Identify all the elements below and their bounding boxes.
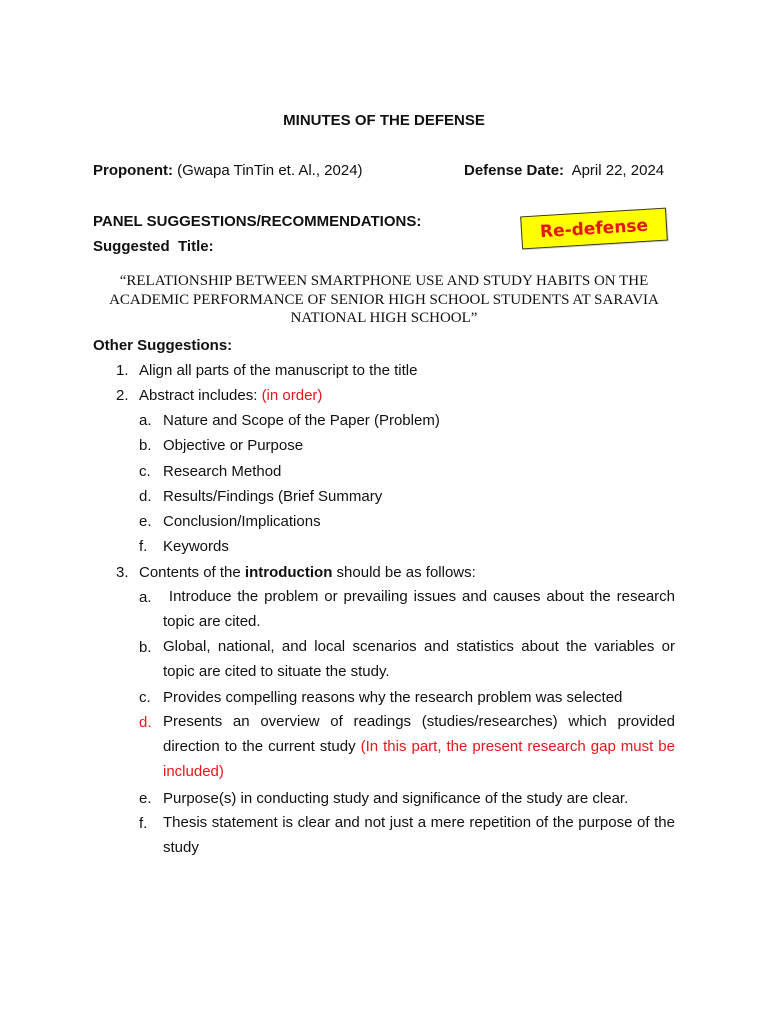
sub-item: Provides compelling reasons why the research problem was selected bbox=[163, 689, 623, 706]
intro-keyword: introduction bbox=[244, 564, 333, 581]
sub-item: Nature and Scope of the Paper (Problem) bbox=[163, 412, 440, 429]
readings-text: Presents an overview of readings (studies/researches) which provided direction to the current study bbox=[163, 713, 675, 756]
sub-item-letter: f. bbox=[139, 538, 148, 555]
list-item bbox=[139, 564, 476, 581]
sub-item: Objective or Purpose bbox=[163, 437, 304, 454]
sub-item: Introduce the problem or prevailing issues and causes about the research topic are cited. bbox=[163, 588, 680, 631]
sub-item: Keywords bbox=[163, 538, 229, 555]
sub-item-letter: c. bbox=[139, 463, 151, 480]
list-item-number: 1. bbox=[116, 362, 129, 379]
intro-pre: Contents of the bbox=[139, 564, 245, 581]
list-item: Align all parts of the manuscript to the title bbox=[139, 362, 418, 379]
sub-item-letter: a. bbox=[139, 589, 152, 606]
defense-date-line bbox=[464, 162, 664, 179]
sub-item: Purpose(s) in conducting study and significance of the study are clear. bbox=[163, 790, 629, 807]
sub-item-letter: e. bbox=[139, 790, 152, 807]
list-item bbox=[139, 387, 322, 404]
list-item-number: 3. bbox=[116, 564, 129, 581]
sub-item-letter: a. bbox=[139, 412, 152, 429]
sub-item-letter: d. bbox=[139, 714, 152, 731]
research-gap-note: (In this part, the present research gap must be included) bbox=[163, 738, 675, 781]
panel-heading: PANEL SUGGESTIONS/RECOMMENDATIONS: bbox=[93, 213, 422, 230]
re-defense-stamp: Re-defense bbox=[520, 208, 668, 250]
sub-item: Research Method bbox=[163, 463, 282, 480]
abstract-label: Abstract includes: bbox=[139, 387, 262, 404]
other-suggestions-label: Other Suggestions: bbox=[93, 337, 233, 354]
suggested-title-text: “RELATIONSHIP BETWEEN SMARTPHONE USE AND STUDY HABITS ON THE ACADEMIC PERFORMANCE OF SENIOR HIGH SCHOOL STUDENTS AT SARAVIA NATIONAL HIGH SCHOOL” bbox=[109, 273, 659, 326]
sub-item-letter: e. bbox=[139, 513, 152, 530]
list-item-number: 2. bbox=[116, 387, 129, 404]
sub-item bbox=[163, 709, 675, 785]
sub-item: Thesis statement is clear and not just a mere repetition of the purpose of the study bbox=[163, 814, 675, 857]
defense-date-label: Defense Date: bbox=[464, 162, 565, 179]
sub-item: Global, national, and local scenarios and statistics about the variables or topic are cited to situate the study. bbox=[163, 638, 675, 681]
sub-item-letter: d. bbox=[139, 488, 152, 505]
defense-date-value: April 22, 2024 bbox=[571, 162, 665, 179]
sub-item-letter: f. bbox=[139, 815, 148, 832]
proponent-value: (Gwapa TinTin et. Al., 2024) bbox=[177, 162, 363, 179]
sub-item: Results/Findings (Brief Summary bbox=[163, 488, 383, 505]
proponent-label: Proponent: bbox=[93, 162, 173, 179]
sub-item: Conclusion/Implications bbox=[163, 513, 321, 530]
intro-post: should be as follows: bbox=[332, 564, 476, 581]
sub-item-letter: b. bbox=[139, 437, 152, 454]
document-title: MINUTES OF THE DEFENSE bbox=[283, 112, 485, 129]
proponent-line bbox=[93, 162, 363, 179]
suggested-title-label: Suggested Title: bbox=[93, 238, 214, 255]
sub-item-letter: b. bbox=[139, 639, 152, 656]
in-order-note: (in order) bbox=[261, 387, 323, 404]
sub-item-letter: c. bbox=[139, 689, 151, 706]
